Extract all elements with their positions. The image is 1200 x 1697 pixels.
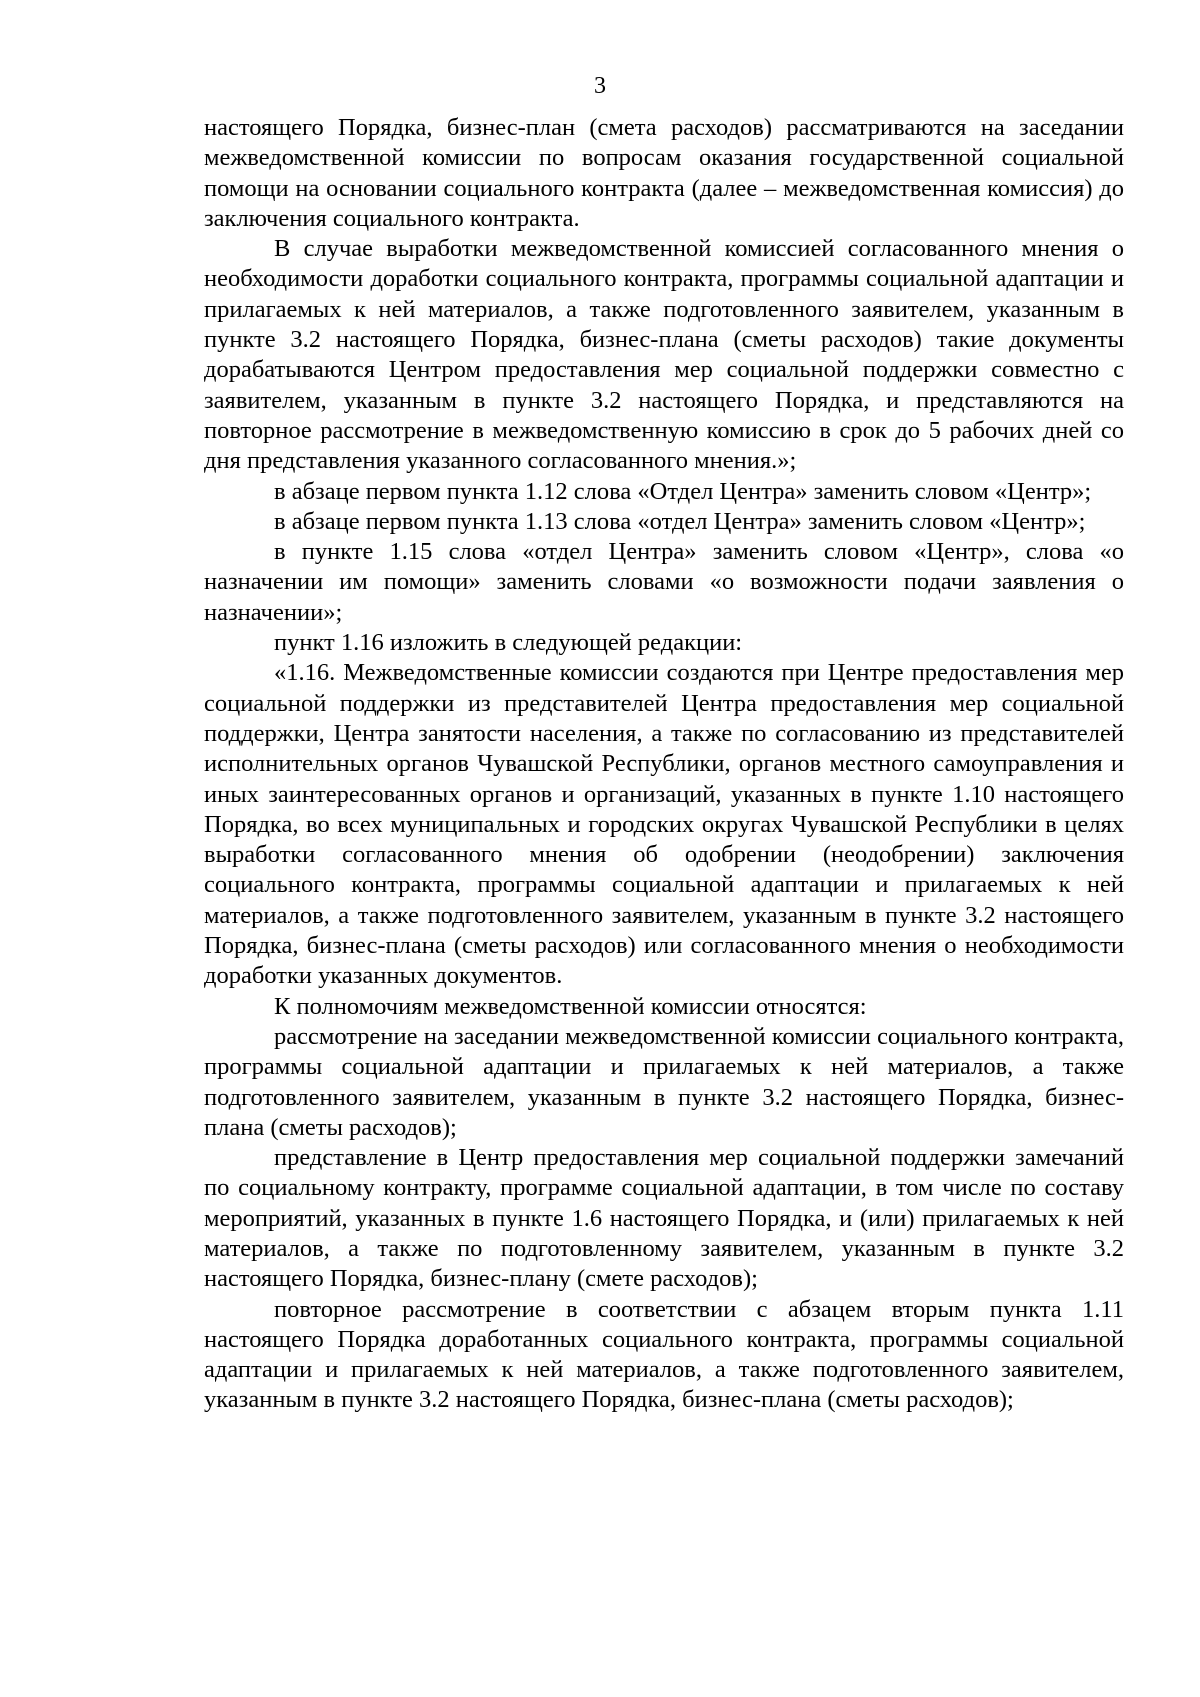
paragraph: «1.16. Межведомственные комиссии создаются при Центре предоставления мер социальной поддержки из представителей Центра предоставления мер социальной поддержки, Центра занятости населения, а также по согласованию из представителей исполнительных органов Чувашской Республики, органов местного самоуправления и иных заинтересованных органов и организаций, указанных в пункте 1.10 настоящего Порядка, во всех муниципальных и городских округах Чувашской Республики в целях выработки согласованного мнения об одобрении (неодобрении) заключения социального контракта, программы социальной адаптации и прилагаемых к ней материалов, а также подготовленного заявителем, указанным в пункте 3.2 настоящего Порядка, бизнес-плана (сметы расходов) или согласованного мнения о необходимости доработки указанных документов. <box>204 659 1124 990</box>
paragraph: в абзаце первом пункта 1.12 слова «Отдел Центра» заменить словом «Центр»; <box>274 477 1092 505</box>
paragraph: в абзаце первом пункта 1.13 слова «отдел Центра» заменить словом «Центр»; <box>274 507 1086 535</box>
paragraph-continuation: настоящего Порядка, бизнес-план (смета расходов) рассматриваются на заседании межведомственной комиссии по вопросам оказания государственной социальной помощи на основании социального контракта (далее – межведомственная комиссия) до заключения социального контракта. <box>204 114 1124 232</box>
paragraph: В случае выработки межведомственной комиссией согласованного мнения о необходимости доработки социального контракта, программы социальной адаптации и прилагаемых к ней материалов, а также подготовленного заявителем, указанным в пункте 3.2 настоящего Порядка, бизнес-плана (сметы расходов) такие документы дорабатываются Центром предоставления мер социальной поддержки совместно с заявителем, указанным в пункте 3.2 настоящего Порядка, и представляются на повторное рассмотрение в межведомственную комиссию в срок до 5 рабочих дней со дня представления указанного согласованного мнения.»; <box>204 235 1124 475</box>
paragraph: в пункте 1.15 слова «отдел Центра» заменить словом «Центр», слова «о назначении им помощи» заменить словами «о возможности подачи заявления о назначении»; <box>204 538 1124 626</box>
paragraph: пункт 1.16 изложить в следующей редакции: <box>274 629 743 657</box>
paragraph: повторное рассмотрение в соответствии с абзацем вторым пункта 1.11 настоящего Порядка доработанных социального контракта, программы социальной адаптации и прилагаемых к ней материалов, а также подготовленного заявителем, указанным в пункте 3.2 настоящего Порядка, бизнес-плана (сметы расходов); <box>204 1295 1124 1414</box>
paragraph: представление в Центр предоставления мер социальной поддержки замечаний по социальному контракту, программе социальной адаптации, в том числе по составу мероприятий, указанных в пункте 1.6 настоящего Порядка, и (или) прилагаемых к ней материалов, а также по подготовленному заявителем, указанным в пункте 3.2 настоящего Порядка, бизнес-плану (смете расходов); <box>204 1144 1124 1293</box>
document-body <box>204 113 1124 1416</box>
page-number: 3 <box>594 73 606 99</box>
paragraph: К полномочиям межведомственной комиссии относятся: <box>274 992 867 1020</box>
paragraph: рассмотрение на заседании межведомственной комиссии социального контракта, программы социальной адаптации и прилагаемых к ней материалов, а также подготовленного заявителем, указанным в пункте 3.2 настоящего Порядка, бизнес-плана (сметы расходов); <box>204 1022 1124 1141</box>
